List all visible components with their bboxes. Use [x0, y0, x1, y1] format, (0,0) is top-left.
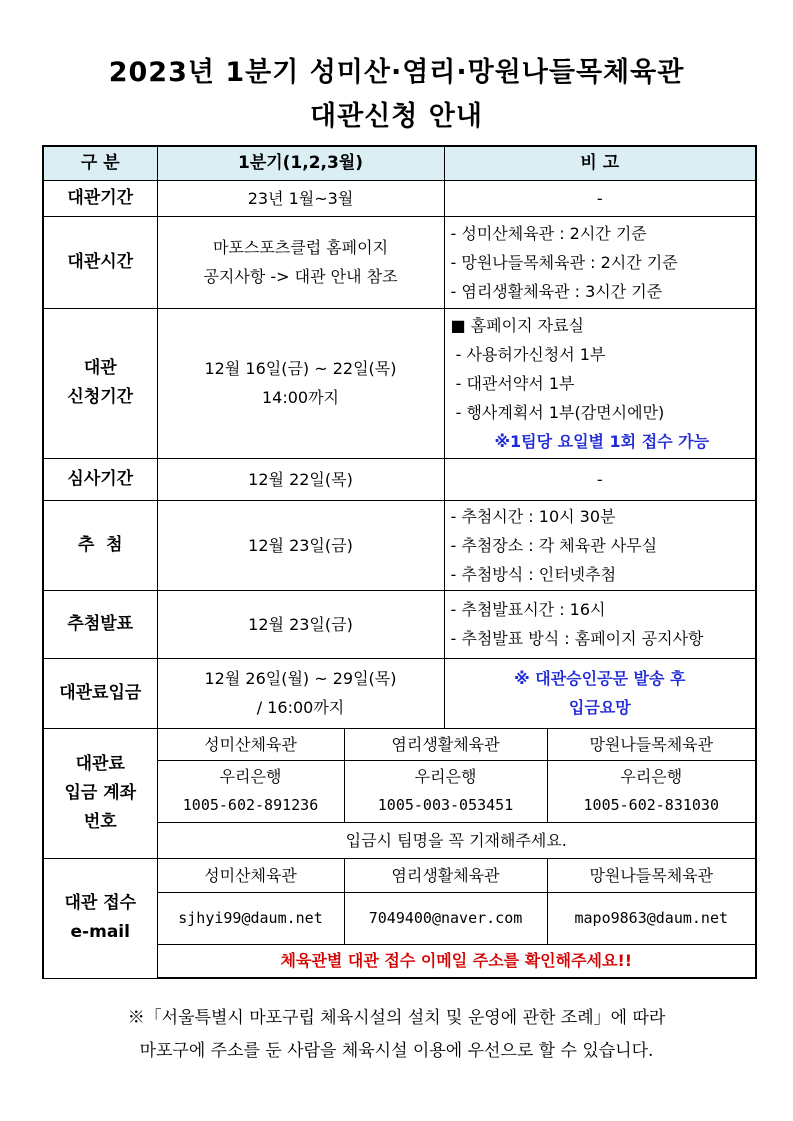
email-notice: 체육관별 대관 접수 이메일 주소를 확인해주세요!! — [157, 944, 756, 978]
account-mangwon — [547, 760, 756, 822]
note-line: - 추첨발표 방식 : 홈페이지 공지사항 — [450, 629, 704, 648]
note-rental-time — [444, 216, 756, 308]
value-rental-period: 23년 1월~3월 — [157, 180, 444, 216]
payment-highlight-line2: 입금요망 — [568, 698, 631, 717]
account-number: 1005-602-831030 — [583, 796, 719, 814]
label-rental-time: 대관시간 — [43, 216, 157, 308]
email-mangwon: mapo9863@daum.net — [547, 892, 756, 944]
value-rental-time-line2: 공지사항 -> 대관 안내 참조 — [203, 267, 398, 286]
account-gym-yeomri: 염리생활체육관 — [344, 728, 547, 760]
row-rental-time — [43, 216, 756, 308]
footer-note-line2: 마포구에 주소를 둔 사람을 체육시설 이용에 우선으로 할 수 있습니다. — [139, 1041, 654, 1061]
value-payment — [157, 658, 444, 728]
label-apply-period — [43, 308, 157, 458]
account-gym-seongmisan: 성미산체육관 — [157, 728, 344, 760]
header-quarter: 1분기(1,2,3월) — [157, 146, 444, 180]
note-announcement — [444, 590, 756, 658]
label-apply-line1: 대관 — [83, 358, 117, 378]
table-header-row — [43, 146, 756, 180]
bank-name: 우리은행 — [620, 767, 683, 786]
row-payment — [43, 658, 756, 728]
label-email-line2: e-mail — [70, 922, 130, 942]
note-rental-period: - — [444, 180, 756, 216]
value-apply-period — [157, 308, 444, 458]
label-account — [43, 728, 157, 858]
row-email-gyms — [43, 858, 756, 892]
note-line: - 추첨발표시간 : 16시 — [450, 600, 606, 619]
label-email — [43, 858, 157, 978]
apply-highlight-note: ※1팀당 요일별 1회 접수 가능 — [494, 431, 710, 451]
label-payment: 대관료입금 — [43, 658, 157, 728]
email-gym-yeomri: 염리생활체육관 — [344, 858, 547, 892]
page-title: 2023년 1분기 성미산·염리·망원나들목체육관 — [108, 57, 685, 88]
account-seongmisan — [157, 760, 344, 822]
value-apply-line1: 12월 16일(금) ~ 22일(목) — [204, 359, 397, 378]
note-line: - 염리생활체육관 : 3시간 기준 — [450, 281, 663, 301]
note-line: - 행사계획서 1부(감면시에만) — [450, 402, 665, 422]
label-rental-period: 대관기간 — [43, 180, 157, 216]
account-number: 1005-003-053451 — [377, 796, 514, 814]
bank-name: 우리은행 — [219, 767, 282, 786]
note-payment — [444, 658, 756, 728]
label-account-line1: 대관료 — [75, 753, 125, 774]
account-number: 1005-602-891236 — [182, 796, 319, 814]
note-line: - 추첨장소 : 각 체육관 사무실 — [450, 535, 658, 555]
value-review-period: 12월 22일(목) — [157, 458, 444, 500]
row-apply-period — [43, 308, 756, 458]
label-email-line1: 대관 접수 — [64, 893, 137, 913]
email-seongmisan: sjhyi99@daum.net — [157, 892, 344, 944]
note-line: - 대관서약서 1부 — [450, 373, 575, 393]
value-announcement: 12월 23일(금) — [157, 590, 444, 658]
note-line: - 추첨시간 : 10시 30분 — [450, 506, 616, 526]
value-payment-line2: / 16:00까지 — [256, 698, 345, 717]
email-gym-seongmisan: 성미산체육관 — [157, 858, 344, 892]
bank-name: 우리은행 — [414, 767, 477, 786]
email-yeomri: 7049400@naver.com — [344, 892, 547, 944]
note-line: - 사용허가신청서 1부 — [450, 344, 606, 364]
row-review-period — [43, 458, 756, 500]
note-lottery — [444, 500, 756, 590]
header-remarks: 비 고 — [444, 146, 756, 180]
rental-info-table — [42, 145, 757, 979]
row-account-gyms — [43, 728, 756, 760]
label-account-line3: 번호 — [83, 811, 117, 832]
note-line: ■ 홈페이지 자료실 — [450, 315, 584, 335]
account-gym-mangwon: 망원나들목체육관 — [547, 728, 756, 760]
footer-note-line1: ※「서울특별시 마포구립 체육시설의 설치 및 운영에 관한 조례」에 따라 — [127, 1008, 666, 1028]
account-yeomri — [344, 760, 547, 822]
account-notice: 입금시 팀명을 꼭 기재해주세요. — [157, 822, 756, 858]
row-announcement — [43, 590, 756, 658]
page-subtitle: 대관신청 안내 — [310, 101, 483, 132]
payment-highlight-line1: ※ 대관승인공문 발송 후 — [514, 669, 686, 688]
label-announcement: 추첨발표 — [43, 590, 157, 658]
label-apply-line2: 신청기간 — [67, 387, 134, 407]
note-review-period: - — [444, 458, 756, 500]
email-gym-mangwon: 망원나들목체육관 — [547, 858, 756, 892]
note-apply-period — [444, 308, 756, 458]
row-lottery — [43, 500, 756, 590]
value-rental-time — [157, 216, 444, 308]
row-rental-period — [43, 180, 756, 216]
label-account-line2: 입금 계좌 — [64, 782, 137, 803]
label-lottery: 추 첨 — [43, 500, 157, 590]
header-category: 구 분 — [43, 146, 157, 180]
note-line: - 망원나들목체육관 : 2시간 기준 — [450, 252, 678, 272]
note-line: - 추첨방식 : 인터넷추첨 — [450, 564, 617, 584]
value-rental-time-line1: 마포스포츠클럽 홈페이지 — [212, 238, 389, 257]
value-lottery: 12월 23일(금) — [157, 500, 444, 590]
value-apply-line2: 14:00까지 — [261, 388, 340, 407]
note-line: - 성미산체육관 : 2시간 기준 — [450, 223, 647, 243]
label-review-period: 심사기간 — [43, 458, 157, 500]
value-payment-line1: 12월 26일(월) ~ 29일(목) — [204, 669, 397, 688]
